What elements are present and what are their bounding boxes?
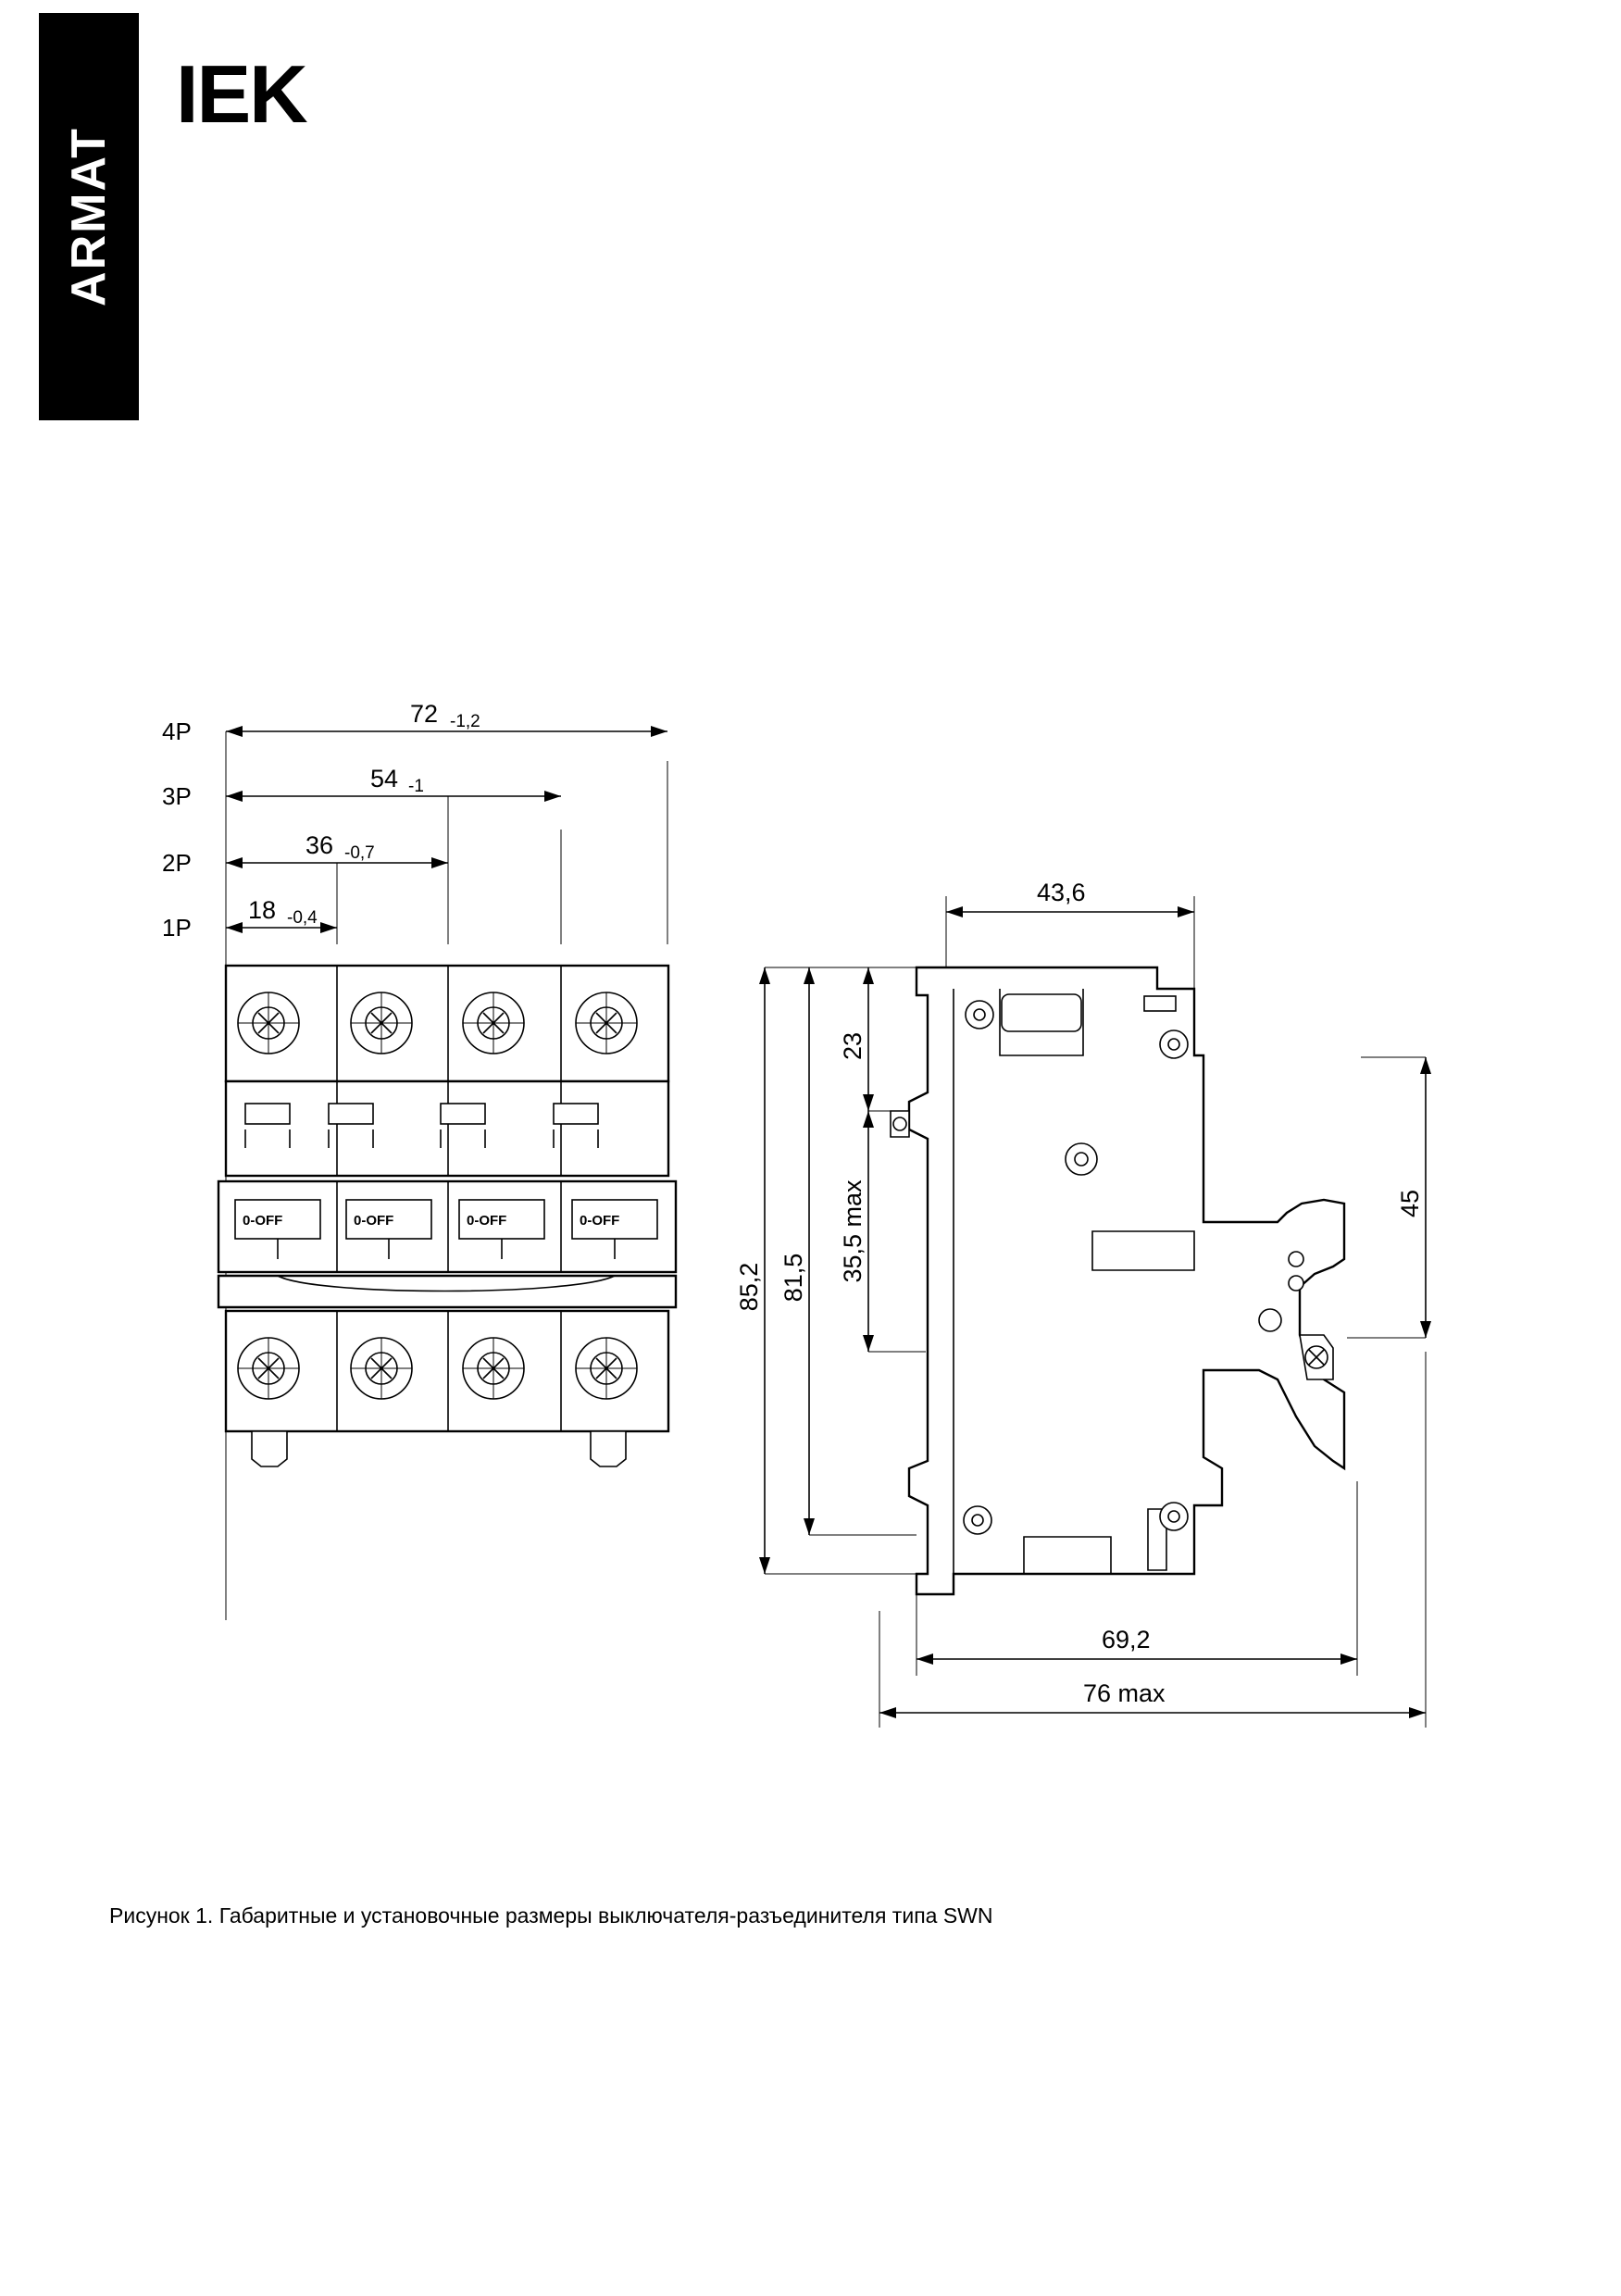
pole-label-1p: 1P	[162, 914, 192, 942]
dim-18	[226, 896, 337, 933]
side-view	[735, 879, 1431, 1728]
dim-72-value: 72	[410, 700, 439, 728]
dim-35-5-max	[839, 1111, 935, 1352]
dim-23-value: 23	[839, 1031, 867, 1061]
dim-43-6-value: 43,6	[1037, 879, 1086, 906]
dim-85-2	[735, 967, 916, 1574]
switch-label-1: 0-OFF	[243, 1213, 283, 1229]
switch-label-2: 0-OFF	[354, 1213, 394, 1229]
figure-caption: Рисунок 1. Габаритные и установочные размеры выключателя-разъединителя типа SWN	[109, 1903, 993, 1928]
switch-label-4: 0-OFF	[580, 1213, 620, 1229]
dim-36-value: 36	[305, 831, 334, 859]
dim-54	[226, 765, 561, 802]
dim-36-tol: -0,7	[344, 843, 375, 863]
dim-72-tol: -1,2	[450, 712, 480, 731]
switch-label-3: 0-OFF	[467, 1213, 507, 1229]
dim-54-value: 54	[370, 765, 399, 792]
dim-69-2-value: 69,2	[1102, 1626, 1151, 1653]
dimension-drawing	[0, 648, 1621, 1707]
front-view	[162, 700, 676, 1620]
iek-logo: IEK	[176, 48, 306, 140]
dim-18-tol: -0,4	[287, 908, 318, 928]
dim-36	[226, 831, 448, 868]
dim-45-value: 45	[1396, 1189, 1424, 1218]
dim-54-tol: -1	[408, 777, 424, 796]
series-label: ARMAT	[62, 127, 116, 306]
pole-label-4p: 4P	[162, 718, 192, 745]
dim-81-5-value: 81,5	[779, 1253, 807, 1303]
dim-45	[1347, 1057, 1431, 1338]
dim-85-2-value: 85,2	[735, 1262, 763, 1312]
pole-label-2p: 2P	[162, 849, 192, 877]
pole-label-3p: 3P	[162, 782, 192, 810]
dim-18-value: 18	[248, 896, 277, 924]
dim-35-5-max-value: 35,5 max	[839, 1179, 867, 1283]
dim-76-max-value: 76 max	[1083, 1679, 1166, 1707]
dim-23	[839, 967, 874, 1111]
bottom-feet	[252, 1431, 626, 1466]
dim-72	[226, 700, 667, 737]
brand-band	[39, 13, 139, 420]
